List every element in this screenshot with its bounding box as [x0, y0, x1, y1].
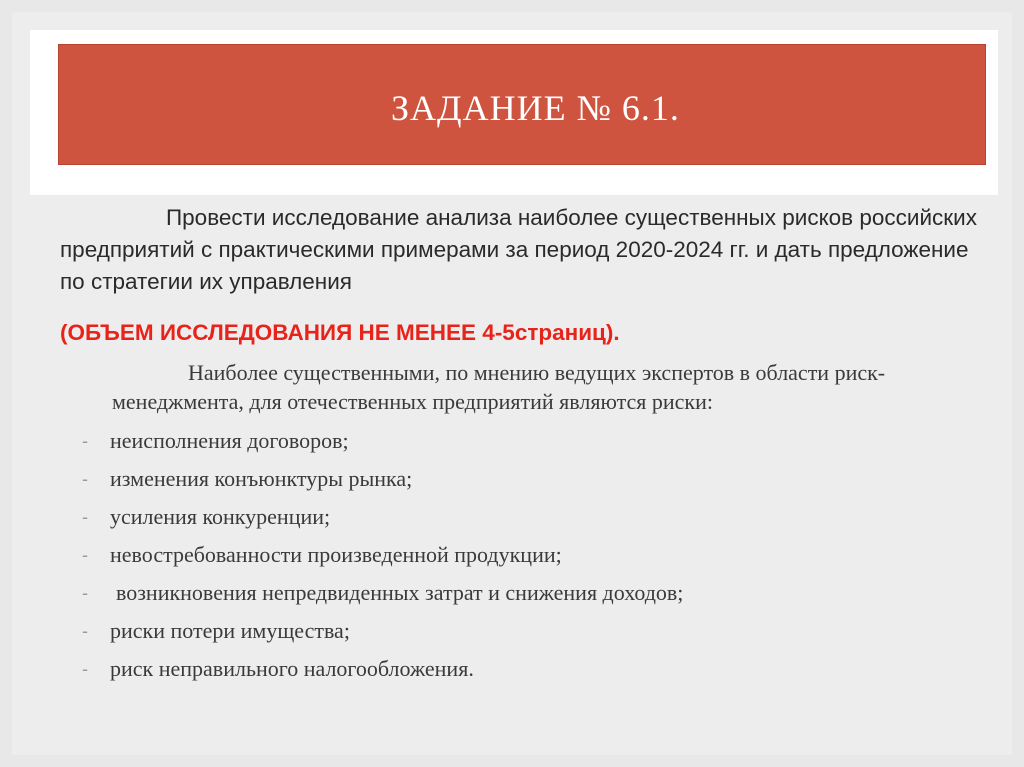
dash-bullet-icon: -: [82, 545, 88, 565]
risk-item-text: изменения конъюнктуры рынка;: [110, 466, 413, 491]
risk-item-text: невостребованности произведенной продукции;: [110, 542, 562, 567]
risk-item-text: усиления конкуренции;: [110, 504, 331, 529]
dash-bullet-icon: -: [82, 659, 88, 679]
dash-bullet-icon: -: [82, 621, 88, 641]
dash-bullet-icon: -: [82, 583, 88, 603]
dash-bullet-icon: -: [82, 507, 88, 527]
dash-bullet-icon: -: [82, 431, 88, 451]
risks-lead-paragraph: Наиболее существенными, по мнению ведущих экспертов в области риск-менеджмента, для отечественных предприятий являются риски:: [112, 360, 886, 414]
slide: [12, 12, 1012, 755]
task-description: Провести исследование анализа наиболее существенных рисков российских предприятий с практическими примерами за период 2020-2024 гг. и дать предложение по стратегии их управления: [60, 205, 977, 294]
risk-item-text: риски потери имущества;: [110, 618, 350, 643]
risk-item-text: риск неправильного налогообложения.: [110, 656, 474, 681]
risk-item-text: неисполнения договоров;: [110, 428, 349, 453]
dash-bullet-icon: -: [82, 469, 88, 489]
title-box: [58, 44, 986, 165]
volume-requirement: (ОБЪЕМ ИССЛЕДОВАНИЯ НЕ МЕНЕЕ 4-5страниц).: [60, 320, 620, 345]
title-band: [30, 30, 998, 195]
slide-title: ЗАДАНИЕ № 6.1.: [391, 88, 680, 128]
risk-item-text: возникновения непредвиденных затрат и снижения доходов;: [116, 580, 684, 605]
